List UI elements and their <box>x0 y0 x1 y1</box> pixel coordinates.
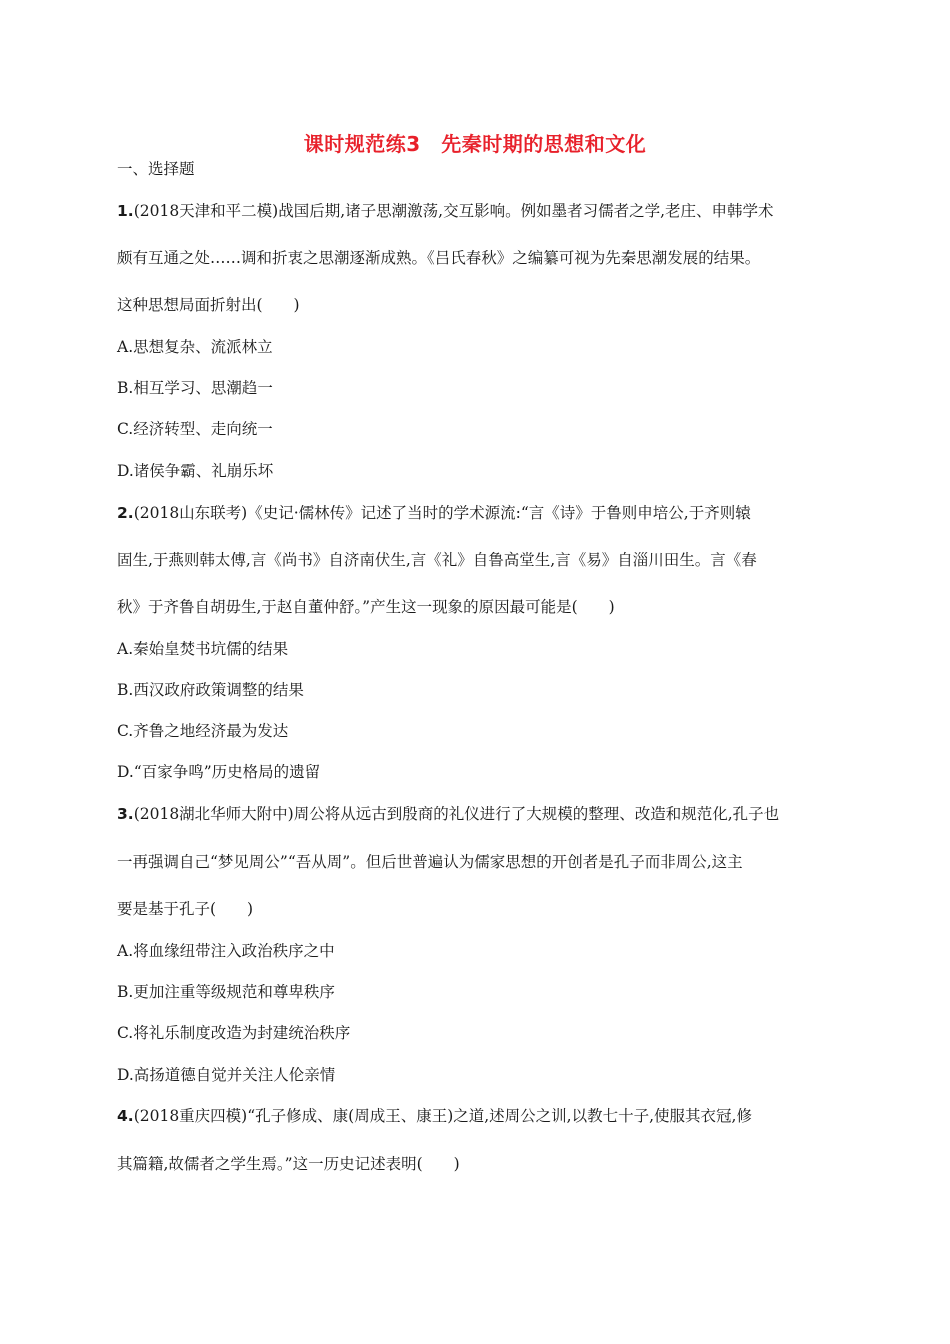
question-2-line-2: 固生,于燕则韩太傅,言《尚书》自济南伏生,言《礼》自鲁高堂生,言《易》自淄川田生。言《春 <box>117 551 757 569</box>
section-heading: 一、选择题 <box>117 160 195 178</box>
question-1-option-b: B.相互学习、思潮趋一 <box>117 379 273 397</box>
question-number: 4. <box>117 1107 134 1125</box>
question-number: 1. <box>117 202 134 220</box>
question-2-option-a: A.秦始皇焚书坑儒的结果 <box>117 640 289 658</box>
document-title: 课时规范练3 先秦时期的思想和文化 <box>303 132 647 156</box>
question-1-option-c: C.经济转型、走向统一 <box>117 420 273 438</box>
question-3-option-b: B.更加注重等级规范和尊卑秩序 <box>117 983 335 1001</box>
question-1-line-2: 颇有互通之处……调和折衷之思潮逐渐成熟。《吕氏春秋》之编纂可视为先秦思潮发展的结果。 <box>117 249 761 267</box>
question-3-option-d: D.高扬道德自觉并关注人伦亲情 <box>117 1066 336 1084</box>
question-2-option-d: D.“百家争鸣”历史格局的遗留 <box>117 763 321 781</box>
question-1-line-3: 这种思想局面折射出( ) <box>117 296 300 314</box>
question-1-option-d: D.诸侯争霸、礼崩乐坏 <box>117 462 274 480</box>
question-3-option-a: A.将血缘纽带注入政治秩序之中 <box>117 942 335 960</box>
question-3-option-c: C.将礼乐制度改造为封建统治秩序 <box>117 1024 351 1042</box>
question-2-line-3: 秋》于齐鲁自胡毋生,于赵自董仲舒。”产生这一现象的原因最可能是( ) <box>117 598 615 616</box>
question-2-line-1: 2.(2018山东联考)《史记·儒林传》记述了当时的学术源流:“言《诗》于鲁则申培公,于齐则辕 <box>117 504 751 522</box>
question-1-line-1: 1.(2018天津和平二模)战国后期,诸子思潮激荡,交互影响。例如墨者习儒者之学,老庄、申韩学术 <box>117 202 774 220</box>
question-4-line-1: 4.(2018重庆四模)“孔子修成、康(周成王、康王)之道,述周公之训,以教七十子,使服其衣冠,修 <box>117 1107 752 1125</box>
question-2-option-b: B.西汉政府政策调整的结果 <box>117 681 304 699</box>
question-2-option-c: C.齐鲁之地经济最为发达 <box>117 722 289 740</box>
question-number: 3. <box>117 805 134 823</box>
question-number: 2. <box>117 504 134 522</box>
question-4-line-2: 其篇籍,故儒者之学生焉。”这一历史记述表明( ) <box>117 1155 460 1173</box>
question-3-line-2: 一再强调自己“梦见周公”“吾从周”。但后世普遍认为儒家思想的开创者是孔子而非周公,这主 <box>117 853 743 871</box>
question-1-option-a: A.思想复杂、流派林立 <box>117 338 273 356</box>
question-3-line-3: 要是基于孔子( ) <box>117 900 254 918</box>
question-3-line-1: 3.(2018湖北华师大附中)周公将从远古到殷商的礼仪进行了大规模的整理、改造和规范化,孔子也 <box>117 805 780 823</box>
